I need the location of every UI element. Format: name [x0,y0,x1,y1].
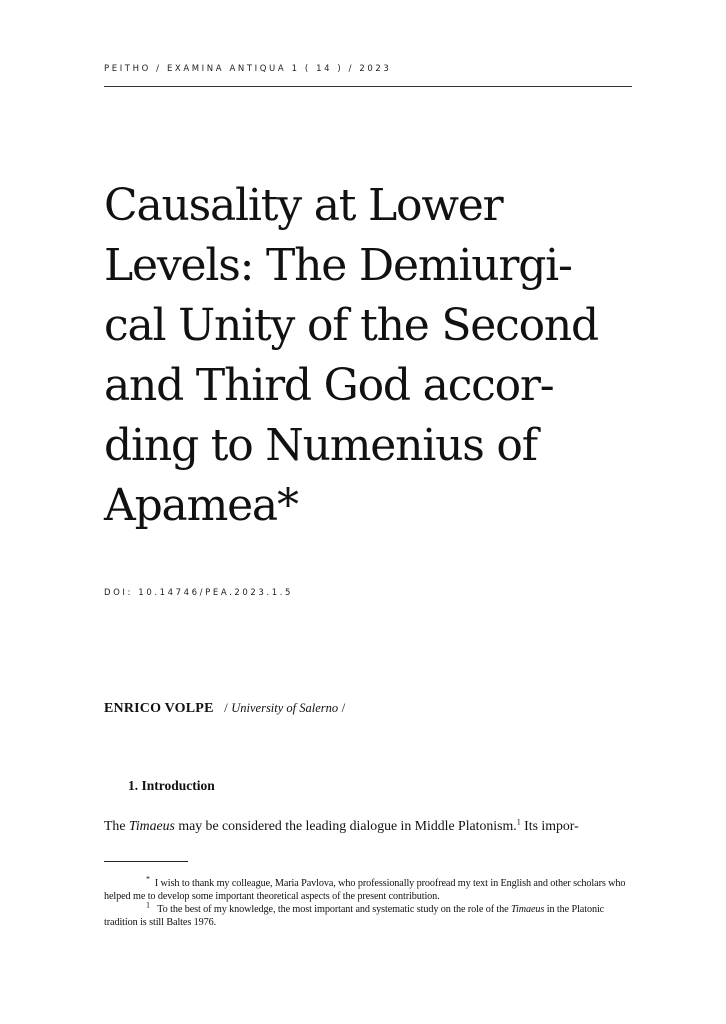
affiliation-slash-close: / [341,700,346,715]
doi-link[interactable]: DOI: 10.14746/PEA.2023.1.5 [104,588,294,598]
header-rule [104,86,632,87]
body-text-middle: may be considered the leading dialogue in Middle Platonism. [174,818,517,833]
footnote-mark: 1 [146,900,150,910]
running-head: PEITHO / EXAMINA ANTIQUA 1 ( 14 ) / 2023 [104,64,392,74]
title-line: Apamea* [104,480,298,531]
article-title [104,176,644,536]
body-text-start: The [104,818,129,833]
footnote-mark: * [146,874,150,884]
footnote-ref-1[interactable]: 1 [516,817,521,827]
author-line [104,700,345,717]
footnote-star [104,874,632,903]
footnote-text-end: in the Platonic tradition is still Baltes 1976. [104,904,605,928]
footnote-text: To the best of my knowledge, the most important and systematic study on the role of the [157,904,512,915]
author-name: ENRICO VOLPE [104,701,214,716]
footnote-italic-title: Timaeus [511,904,545,915]
title-line: Levels: The Demiurgi- [104,240,572,291]
footnotes [104,874,632,929]
footnote-1 [104,900,632,929]
title-line: cal Unity of the Second [104,300,598,351]
title-line: and Third God accor- [104,360,554,411]
body-text-end: Its impor- [520,818,579,833]
title-line: ding to Numenius of [104,420,537,471]
title-line: Causality at Lower [104,180,503,231]
affiliation-slash-open: / [224,700,228,715]
author-affiliation: University of Salerno [231,701,339,715]
footnote-text: I wish to thank my colleague, Maria Pavlova, who professionally proofread my text in English and other scholars who helped me to develop some important theoretical aspects of the present contribution. [104,878,626,902]
footnote-rule [104,861,188,862]
body-italic-title: Timaeus [128,818,175,833]
body-paragraph [104,818,644,834]
section-heading: 1. Introduction [128,778,215,793]
